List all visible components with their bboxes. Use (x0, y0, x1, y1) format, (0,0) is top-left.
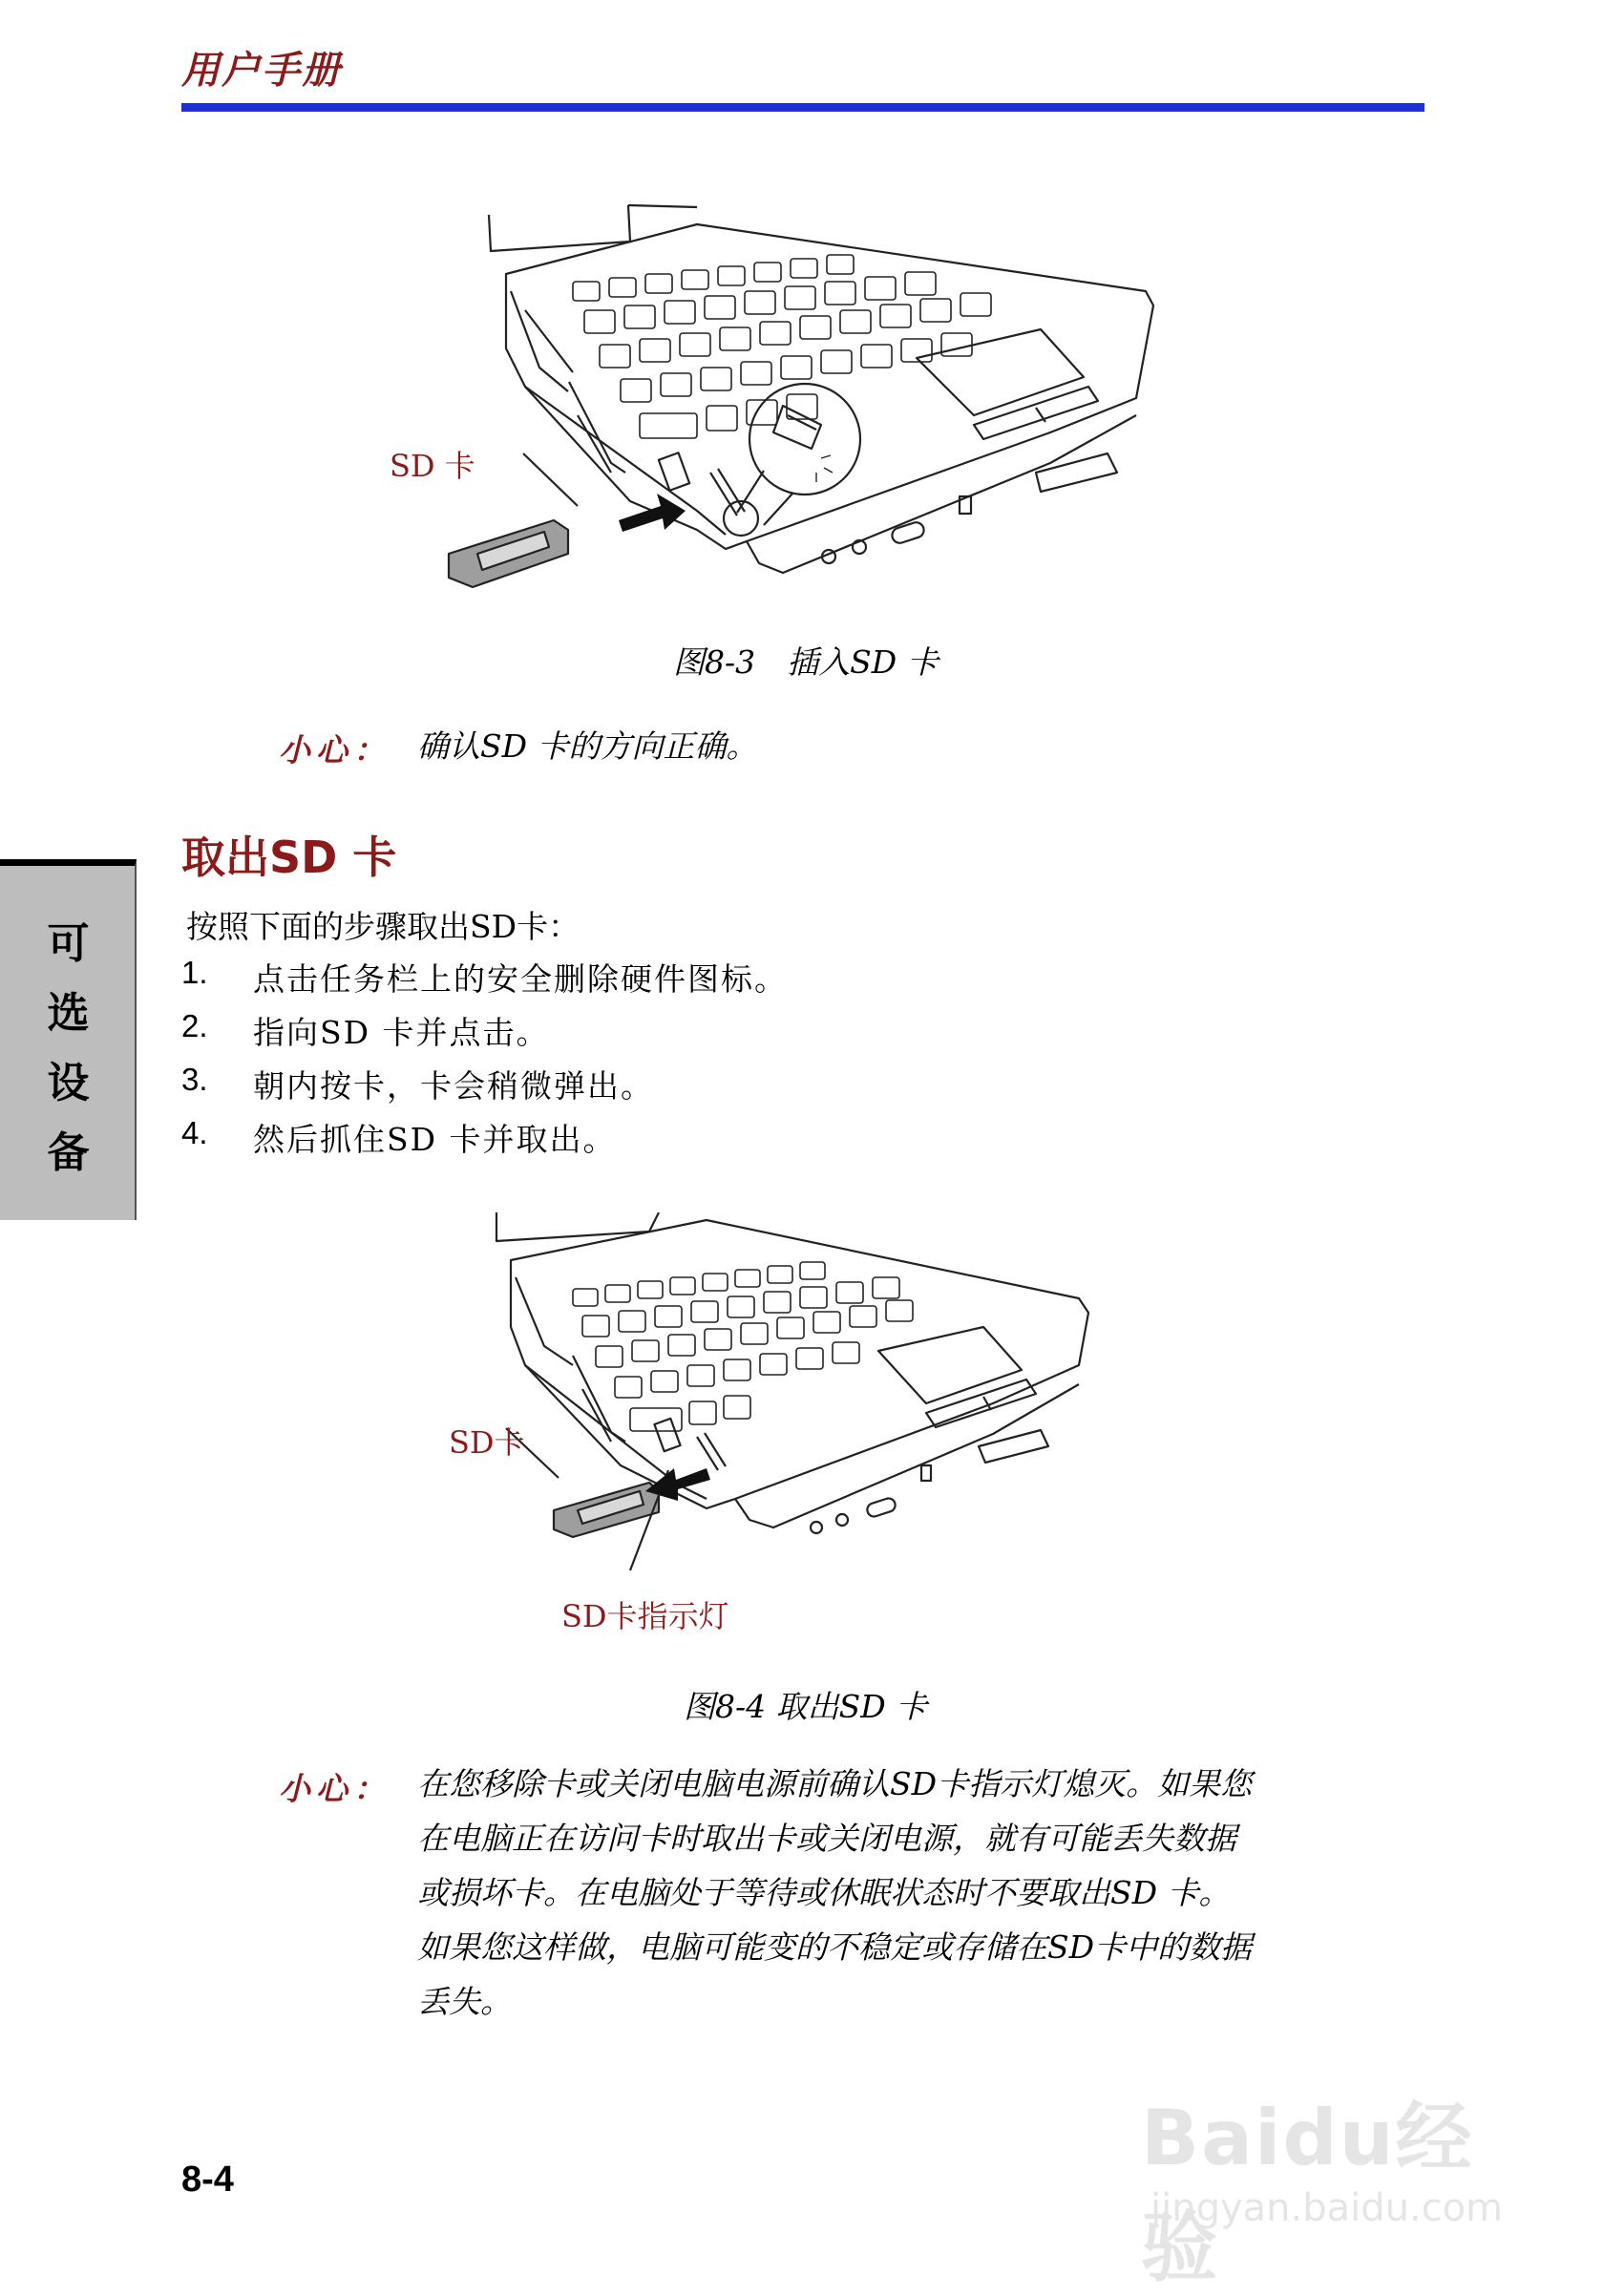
caution2-line: 或损坏卡。在电脑处于等待或休眠状态时不要取出SD 卡。 (417, 1874, 1231, 1911)
section-heading: 取出SD 卡 (181, 832, 397, 883)
figure-remove-sd-illustration (420, 1212, 1108, 1594)
caution2-line: 如果您这样做，电脑可能变的不稳定或存储在SD卡中的数据 (417, 1928, 1253, 1966)
running-header-title: 用户手册 (181, 49, 342, 93)
step-number: 4. (181, 1115, 208, 1150)
figure2-caption: 图8-4 取出SD 卡 (684, 1688, 928, 1725)
step-text: 朝内按卡，卡会稍微弹出。 (253, 1067, 654, 1105)
step-text: 然后抓住SD 卡并取出。 (253, 1121, 617, 1158)
figure2-callout-sd-card: SD卡 (449, 1424, 525, 1461)
side-tab-char-4: 备 (47, 1128, 90, 1177)
figure2-callout-sd-indicator: SD卡指示灯 (561, 1598, 729, 1634)
watermark-url: jingyan.baidu.com (1150, 2186, 1504, 2230)
caution1-line: 确认SD 卡的方向正确。 (417, 727, 758, 765)
caution1-text (417, 719, 758, 773)
caution2-line: 丢失。 (417, 1983, 512, 2020)
caution1-label: 小心： (279, 731, 390, 769)
caution2-line: 在电脑正在访问卡时取出卡或关闭电源，就有可能丢失数据 (417, 1820, 1236, 1857)
step-text: 点击任务栏上的安全删除硬件图标。 (253, 960, 788, 998)
step-number: 1. (181, 955, 208, 990)
side-tab-char-1: 可 (47, 919, 90, 968)
caution2-label: 小心： (279, 1770, 390, 1807)
step-number: 3. (181, 1062, 208, 1097)
figure1-callout-sd-card: SD 卡 (390, 448, 475, 484)
step-number: 2. (181, 1008, 208, 1043)
chapter-side-tab (0, 859, 137, 1220)
caution2-line: 在您移除卡或关闭电脑电源前确认SD卡指示灯熄灭。如果您 (417, 1765, 1253, 1802)
side-tab-char-3: 设 (47, 1059, 90, 1107)
baidu-watermark (1141, 2038, 1542, 2292)
figure-insert-sd-illustration (382, 186, 1184, 606)
side-tab-char-2: 选 (47, 989, 90, 1038)
page-number: 8-4 (181, 2159, 234, 2200)
step-text: 指向SD 卡并点击。 (253, 1014, 550, 1051)
watermark-logo: Baidu经验 (1141, 2094, 1474, 2292)
figure1-caption: 图8-3 插入SD 卡 (673, 643, 939, 681)
section-intro: 按照下面的步骤取出SD卡： (186, 908, 580, 945)
header-rule (181, 103, 1425, 112)
caution2-text (417, 1757, 1252, 2029)
